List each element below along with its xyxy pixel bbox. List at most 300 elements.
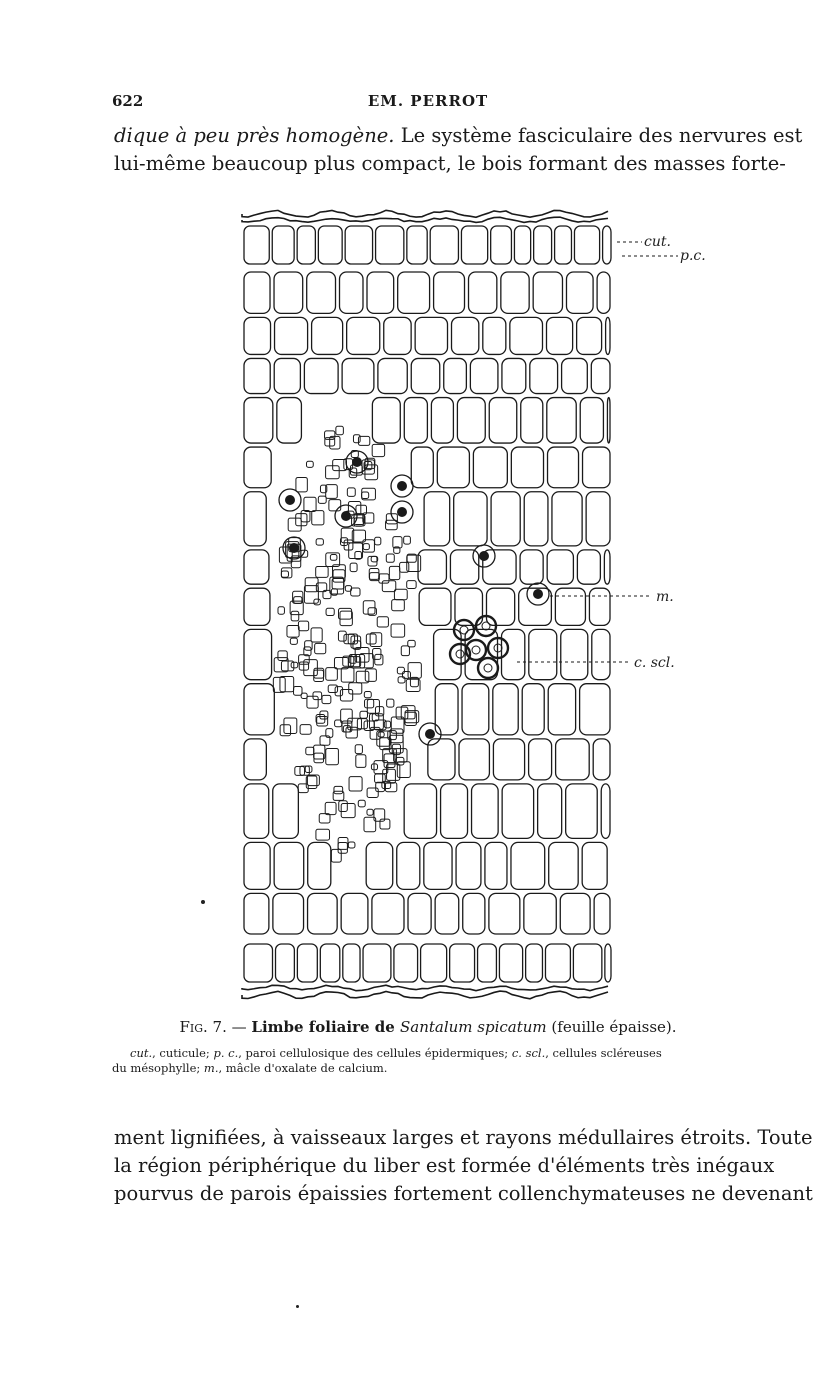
lead-line-2: lui-même beaucoup plus compact, le bois formant des masses forte- — [114, 152, 786, 175]
mesophyll-cell — [378, 358, 407, 393]
xylem-cell — [329, 500, 341, 511]
mesophyll-cell — [273, 784, 299, 838]
druse-crystal — [341, 511, 351, 521]
caption-note: (feuille épaisse). — [546, 1018, 677, 1036]
xylem-cell — [404, 536, 411, 544]
mesophyll-cell — [592, 629, 610, 679]
epidermis-cell — [574, 226, 599, 264]
mesophyll-cell — [524, 492, 548, 546]
figure-caption — [108, 1018, 748, 1036]
mesophyll-cell — [549, 842, 578, 889]
mesophyll-cell — [589, 588, 610, 625]
xylem-cell — [369, 569, 379, 580]
xylem-cell — [280, 676, 294, 691]
xylem-cell — [318, 496, 326, 503]
mesophyll-cell — [307, 272, 336, 313]
xylem-cell — [398, 677, 405, 683]
mesophyll-cell — [397, 842, 420, 889]
xylem-cell — [356, 755, 366, 768]
xylem-cell — [368, 556, 377, 566]
xylem-cell — [386, 554, 394, 562]
leaf-section-drawing — [232, 198, 706, 1010]
xylem-cell — [338, 838, 348, 850]
mesophyll-cell — [521, 398, 543, 443]
tail-paragraph — [114, 1124, 813, 1208]
xylem-cell — [349, 543, 363, 559]
xylem-cell — [311, 628, 322, 642]
mesophyll-cell — [470, 358, 498, 393]
xylem-cell — [355, 745, 362, 754]
lead-line-1 — [114, 122, 803, 150]
legend-abbr-m: m. — [203, 1061, 219, 1075]
xylem-cell — [401, 646, 409, 656]
epidermis-cell — [545, 944, 570, 982]
mesophyll-cell — [347, 317, 380, 354]
mesophyll-cell — [441, 784, 468, 838]
legend-text-2: , paroi cellulosique des cellules épidermiques; — [238, 1046, 512, 1060]
xylem-cell — [348, 718, 362, 730]
xylem-cell — [394, 589, 407, 599]
mesophyll-cell — [524, 893, 556, 934]
mesophyll-cell — [454, 492, 487, 546]
epidermis-cell — [394, 944, 418, 982]
xylem-cell — [314, 599, 320, 605]
epidermis-cell — [499, 944, 522, 982]
druse-crystal — [285, 495, 295, 505]
mesophyll-cell — [491, 492, 520, 546]
lead-paragraph — [114, 122, 803, 178]
cuticle-upper — [242, 210, 608, 217]
cuticle-lower — [242, 985, 608, 991]
mesophyll-cell — [601, 784, 610, 838]
mesophyll-cell — [533, 272, 562, 313]
caption-title: Limbe foliaire de — [251, 1018, 400, 1036]
xylem-cell — [330, 555, 337, 561]
mesophyll-cell — [411, 447, 433, 488]
epidermis-cell — [276, 944, 295, 982]
mesophyll-cell — [520, 550, 543, 584]
sclereid-lumen — [460, 626, 468, 634]
xylem-cell — [294, 686, 302, 695]
caption-dash: — — [226, 1018, 252, 1036]
xylem-cell — [328, 685, 337, 693]
epidermis-cell — [320, 944, 339, 982]
xylem-cell — [358, 800, 365, 807]
xylem-cell — [379, 574, 389, 583]
mesophyll-cell — [556, 739, 590, 780]
mesophyll-cell — [577, 317, 602, 354]
xylem-cell — [335, 687, 342, 696]
druse-crystal — [397, 507, 407, 517]
xylem-cell — [326, 608, 334, 615]
druse-crystal — [425, 729, 435, 739]
xylem-cell — [296, 477, 307, 491]
mesophyll-cell — [529, 629, 557, 679]
xylem-cell — [312, 511, 324, 525]
xylem-cell — [364, 692, 371, 698]
druse-crystal — [533, 589, 543, 599]
mesophyll-cell — [244, 588, 270, 625]
mesophyll-cell — [586, 492, 610, 546]
mesophyll-cell — [244, 447, 271, 488]
xylem-cell — [407, 581, 416, 589]
xylem-cell — [338, 842, 347, 853]
xylem-cell — [300, 725, 311, 735]
xylem-cell — [341, 804, 355, 818]
druse-crystal — [479, 551, 489, 561]
legend-line-1 — [112, 1046, 752, 1061]
mesophyll-cell — [483, 317, 506, 354]
legend-text-3: , cellules scléreuses — [545, 1046, 662, 1060]
xylem-cell — [307, 775, 319, 786]
mesophyll-cell — [548, 684, 575, 735]
xylem-cell — [301, 511, 310, 522]
mesophyll-cell — [444, 358, 467, 393]
xylem-cell — [351, 636, 361, 648]
mesophyll-cell — [560, 893, 590, 934]
mesophyll-cell — [472, 784, 499, 838]
mesophyll-cell — [529, 739, 552, 780]
xylem-cell — [366, 634, 376, 644]
mesophyll-cell — [342, 358, 374, 393]
epidermis-cell — [491, 226, 512, 264]
xylem-cell — [334, 657, 348, 668]
xylem-cell — [313, 692, 322, 700]
xylem-cell — [291, 611, 299, 621]
mesophyll-cell — [511, 447, 543, 488]
print-speck — [296, 1305, 299, 1308]
xylem-cell — [375, 537, 381, 545]
mesophyll-cell — [486, 588, 514, 625]
mesophyll-cell — [489, 398, 517, 443]
xylem-cell — [386, 520, 398, 529]
epidermis-cell — [603, 226, 611, 264]
epidermis-cell — [244, 226, 269, 264]
xylem-cell — [278, 651, 287, 661]
mesophyll-cell — [424, 492, 450, 546]
xylem-cell — [298, 621, 308, 631]
mesophyll-cell — [244, 398, 273, 443]
mesophyll-cell — [604, 550, 610, 584]
xylem-cell — [281, 571, 288, 577]
xylem-cell — [306, 461, 313, 467]
epidermis-cell — [343, 944, 360, 982]
xylem-cell — [343, 726, 350, 732]
xylem-cell — [273, 677, 285, 692]
mesophyll-cell — [372, 398, 400, 443]
epidermis-cell — [450, 944, 475, 982]
mesophyll-cell — [473, 447, 507, 488]
epidermis-cell — [573, 944, 601, 982]
xylem-cell — [322, 695, 331, 703]
mesophyll-cell — [419, 588, 451, 625]
xylem-cell — [367, 809, 373, 815]
tail-line-3: pourvus de parois épaissies fortement collenchymateuses ne devenant — [114, 1182, 813, 1205]
xylem-cell — [373, 648, 381, 659]
mesophyll-cell — [274, 358, 300, 393]
xylem-cell — [325, 802, 336, 814]
mesophyll-cell — [312, 317, 343, 354]
legend-line-2 — [112, 1061, 752, 1076]
mesophyll-cell — [459, 739, 489, 780]
xylem-cell — [348, 842, 355, 848]
epidermis-cell — [430, 226, 458, 264]
mesophyll-cell — [583, 447, 610, 488]
mesophyll-cell — [244, 684, 274, 735]
xylem-cell — [341, 668, 354, 682]
page-number: 622 — [112, 92, 144, 110]
print-speck — [201, 900, 205, 904]
xylem-cell — [281, 568, 291, 578]
xylem-cell — [353, 435, 360, 443]
mesophyll-cell — [434, 272, 465, 313]
xylem-cell — [290, 638, 297, 644]
mesophyll-cell — [469, 272, 497, 313]
mesophyll-cell — [411, 358, 439, 393]
label-m: m. — [656, 589, 674, 605]
xylem-cell — [340, 611, 352, 625]
xylem-cell — [316, 567, 328, 578]
epidermis-cell — [514, 226, 530, 264]
xylem-cell — [391, 624, 405, 637]
mesophyll-cell — [244, 784, 269, 838]
tail-line-2: la région périphérique du liber est formée d'éléments très inégaux — [114, 1154, 775, 1177]
xylem-cell — [397, 667, 404, 674]
epidermis-cell — [605, 944, 611, 982]
xylem-cell — [350, 563, 357, 572]
mesophyll-cell — [274, 272, 303, 313]
xylem-cell — [349, 683, 362, 694]
mesophyll-cell — [372, 893, 404, 934]
mesophyll-cell — [510, 317, 543, 354]
xylem-cell — [288, 518, 301, 531]
mesophyll-cell — [244, 739, 266, 780]
mesophyll-cell — [502, 358, 526, 393]
epidermis-cell — [363, 944, 391, 982]
mesophyll-cell — [408, 893, 431, 934]
mesophyll-cell — [418, 550, 446, 584]
mesophyll-cell — [538, 784, 562, 838]
leaf-section-figure — [232, 198, 706, 1010]
mesophyll-cell — [577, 550, 600, 584]
mesophyll-cell — [456, 842, 481, 889]
epidermis-cell — [297, 226, 315, 264]
druse-crystal — [289, 543, 299, 553]
mesophyll-cell — [304, 358, 338, 393]
caption-species: Santalum spicatum — [400, 1018, 547, 1036]
mesophyll-cell — [452, 317, 479, 354]
mesophyll-cell — [582, 842, 607, 889]
mesophyll-cell — [555, 588, 585, 625]
xylem-cell — [338, 631, 346, 641]
tail-line-1: ment lignifiées, à vaisseaux larges et rayons médullaires étroits. Toute — [114, 1126, 813, 1149]
xylem-cell — [376, 782, 385, 791]
mesophyll-cell — [566, 272, 593, 313]
xylem-cell — [306, 747, 314, 755]
xylem-cell — [326, 485, 338, 499]
xylem-cell — [365, 699, 374, 708]
mesophyll-cell — [566, 784, 598, 838]
xylem-cell — [363, 544, 369, 550]
mesophyll-cell — [511, 842, 545, 889]
mesophyll-cell — [404, 784, 436, 838]
mesophyll-cell — [384, 317, 411, 354]
mesophyll-cell — [463, 893, 485, 934]
mesophyll-cell — [547, 550, 573, 584]
caption-figure-number: Fig. 7. — [179, 1018, 227, 1036]
xylem-cell — [392, 600, 405, 611]
mesophyll-cell — [493, 684, 518, 735]
mesophyll-cell — [593, 739, 610, 780]
legend-text-4: du mésophylle; — [112, 1061, 204, 1075]
mesophyll-cell — [277, 398, 302, 443]
mesophyll-cell — [273, 893, 304, 934]
sclereid-cell — [478, 658, 498, 678]
mesophyll-cell — [341, 893, 368, 934]
mesophyll-cell — [489, 893, 520, 934]
xylem-cell — [393, 537, 402, 548]
mesophyll-cell — [606, 317, 610, 354]
xylem-cell — [304, 497, 316, 511]
xylem-cell — [339, 801, 348, 812]
xylem-cell — [378, 732, 384, 737]
xylem-cell — [384, 721, 390, 728]
mesophyll-cell — [485, 842, 507, 889]
mesophyll-cell — [366, 842, 393, 889]
mesophyll-cell — [367, 272, 394, 313]
xylem-cell — [287, 626, 299, 638]
epidermis-cell — [272, 226, 294, 264]
xylem-cell — [377, 617, 388, 627]
mesophyll-cell — [244, 629, 272, 679]
epidermis-cell — [534, 226, 552, 264]
xylem-cell — [278, 607, 284, 614]
mesophyll-cell — [450, 550, 478, 584]
xylem-cell — [326, 668, 338, 681]
druse-crystal — [397, 481, 407, 491]
mesophyll-cell — [244, 893, 269, 934]
figure-legend — [112, 1046, 752, 1076]
mesophyll-cell — [580, 398, 603, 443]
mesophyll-cell — [244, 492, 266, 546]
epidermis-cell — [421, 944, 447, 982]
legend-text-1: , cuticule; — [152, 1046, 214, 1060]
mesophyll-cell — [493, 739, 524, 780]
mesophyll-cell — [546, 317, 572, 354]
mesophyll-cell — [561, 629, 588, 679]
label-pc: p.c. — [680, 248, 706, 264]
xylem-cell — [360, 654, 374, 668]
xylem-cell — [334, 786, 343, 793]
druse-crystal — [352, 457, 362, 467]
cell-network — [242, 210, 611, 998]
mesophyll-cell — [274, 842, 304, 889]
mesophyll-cell — [308, 893, 338, 934]
epidermis-cell — [376, 226, 404, 264]
epidermis-cell — [478, 944, 497, 982]
mesophyll-cell — [424, 842, 452, 889]
mesophyll-cell — [244, 317, 271, 354]
legend-abbr-cut: cut. — [130, 1046, 153, 1060]
mesophyll-cell — [308, 842, 331, 889]
xylem-cell — [360, 711, 368, 718]
xylem-cell — [357, 719, 367, 729]
mesophyll-cell — [607, 398, 610, 443]
xylem-cell — [347, 488, 355, 496]
sclereid-lumen — [456, 650, 464, 658]
mesophyll-cell — [435, 893, 459, 934]
xylem-cell — [348, 502, 360, 515]
xylem-cell — [316, 829, 330, 840]
xylem-cell — [336, 426, 344, 434]
lead-line-1-rest: Le système fasciculaire des nervures est — [394, 124, 803, 147]
epidermis-cell — [244, 944, 273, 982]
epidermis-cell — [407, 226, 427, 264]
mesophyll-cell — [597, 272, 610, 313]
epidermis-cell — [318, 226, 342, 264]
mesophyll-cell — [501, 272, 529, 313]
xylem-cell — [280, 725, 290, 736]
running-head-author: EM. PERROT — [367, 92, 489, 110]
xylem-cell — [317, 716, 328, 726]
mesophyll-cell — [415, 317, 447, 354]
xylem-cell — [316, 539, 323, 545]
epidermis-cell — [555, 226, 572, 264]
legend-abbr-pc: p. c. — [213, 1046, 239, 1060]
xylem-cell — [326, 748, 339, 764]
mesophyll-cell — [244, 550, 269, 584]
mesophyll-cell — [404, 398, 427, 443]
mesophyll-cell — [547, 398, 576, 443]
mesophyll-cell — [275, 317, 308, 354]
label-cut: cut. — [644, 234, 671, 250]
legend-text-5: , mâcle d'oxalate de calcium. — [218, 1061, 388, 1075]
label-csel: c. scl. — [634, 655, 675, 671]
mesophyll-cell — [244, 272, 270, 313]
cuticle-lower — [242, 991, 608, 999]
xylem-cell — [315, 643, 326, 653]
xylem-cell — [331, 849, 341, 862]
mesophyll-cell — [591, 358, 610, 393]
mesophyll-cell — [580, 684, 610, 735]
mesophyll-cell — [244, 842, 270, 889]
xylem-cell — [387, 699, 394, 707]
mesophyll-cell — [548, 447, 579, 488]
xylem-cell — [372, 444, 384, 456]
mesophyll-cell — [462, 684, 489, 735]
mesophyll-cell — [431, 398, 453, 443]
xylem-cell — [387, 764, 400, 780]
xylem-cell — [389, 566, 399, 579]
lead-italic: dique à peu près homogène. — [114, 124, 395, 147]
xylem-cell — [365, 669, 376, 682]
sclereid-lumen — [484, 664, 492, 672]
xylem-cell — [362, 492, 369, 498]
mesophyll-cell — [552, 492, 582, 546]
mesophyll-cell — [530, 358, 558, 393]
mesophyll-cell — [457, 398, 485, 443]
mesophyll-cell — [437, 447, 469, 488]
mesophyll-cell — [562, 358, 588, 393]
xylem-cell — [291, 662, 298, 668]
xylem-cell — [367, 788, 378, 798]
xylem-cell — [294, 597, 302, 604]
legend-abbr-csel: c. scl. — [511, 1046, 546, 1060]
mesophyll-cell — [522, 684, 544, 735]
mesophyll-cell — [594, 893, 610, 934]
epidermis-cell — [461, 226, 487, 264]
cuticle-upper — [242, 217, 608, 222]
